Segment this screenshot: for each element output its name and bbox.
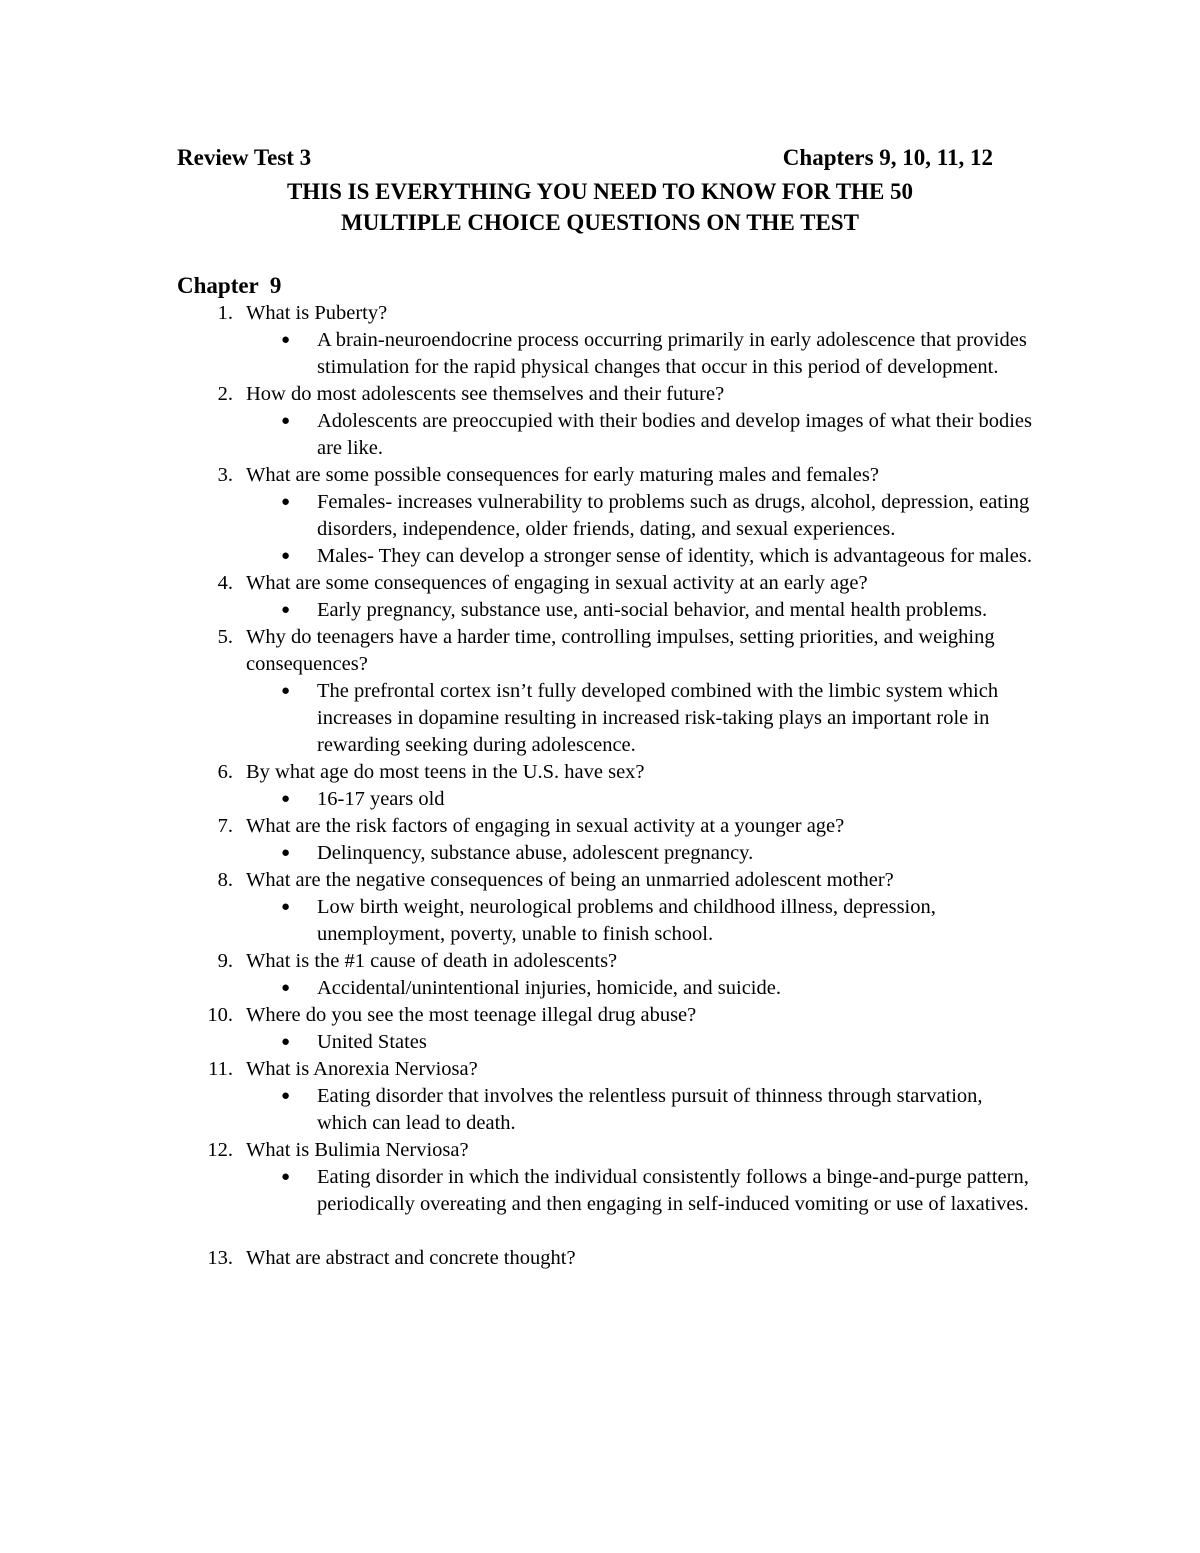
bullet-dot-icon: ● <box>281 899 291 915</box>
question-item <box>0 381 1200 408</box>
answer-text: Low birth weight, neurological problems and childhood illness, depression, unemployment, poverty, unable to finish school. <box>317 896 936 945</box>
question-item <box>0 1245 1200 1272</box>
answer-text: Eating disorder that involves the relentless pursuit of thinness through starvation, which can lead to death. <box>317 1085 983 1134</box>
chapters-label: Chapters 9, 10, 11, 12 <box>782 145 993 170</box>
answer-text: Early pregnancy, substance use, anti-social behavior, and mental health problems. <box>317 599 988 621</box>
answer-item <box>0 840 1200 867</box>
bullet-dot-icon: ● <box>281 332 291 348</box>
banner-line-2: MULTIPLE CHOICE QUESTIONS ON THE TEST <box>341 210 859 235</box>
answer-item <box>0 408 1200 462</box>
question-number: 11. <box>208 1058 233 1080</box>
bullet-dot-icon: ● <box>281 548 291 564</box>
question-number: 8. <box>217 869 233 891</box>
answer-item <box>0 1029 1200 1056</box>
question-number: 5. <box>217 626 233 648</box>
question-text: What are some possible consequences for early maturing males and females? <box>246 464 879 486</box>
answer-text: Delinquency, substance abuse, adolescent pregnancy. <box>317 842 754 864</box>
answer-item <box>0 597 1200 624</box>
chapter-heading: Chapter 9 <box>177 273 282 298</box>
question-item <box>0 570 1200 597</box>
answer-text: 16-17 years old <box>317 788 445 810</box>
question-item <box>0 624 1200 678</box>
bullet-dot-icon: ● <box>281 413 291 429</box>
bullet-dot-icon: ● <box>281 602 291 618</box>
question-text: What is the #1 cause of death in adolescents? <box>246 950 618 972</box>
blank-line <box>0 1218 1200 1245</box>
question-number: 3. <box>217 464 233 486</box>
question-text: Why do teenagers have a harder time, controlling impulses, setting priorities, and weighing consequences? <box>246 626 995 675</box>
question-text: What are some consequences of engaging in sexual activity at an early age? <box>246 572 868 594</box>
answer-item <box>0 975 1200 1002</box>
bullet-dot-icon: ● <box>281 1034 291 1050</box>
answer-text: Females- increases vulnerability to problems such as drugs, alcohol, depression, eating disorders, independence, older friends, dating, and sexual experiences. <box>317 491 1030 540</box>
answer-text: The prefrontal cortex isn’t fully developed combined with the limbic system which increases in dopamine resulting in increased risk-taking plays an important role in rewarding seeking during adolescence. <box>317 680 999 756</box>
answer-item <box>0 543 1200 570</box>
question-text: What are the negative consequences of being an unmarried adolescent mother? <box>246 869 894 891</box>
question-list <box>0 300 1200 1272</box>
question-text: What is Bulimia Nerviosa? <box>246 1139 469 1161</box>
test-title: Review Test 3 <box>177 145 312 170</box>
bullet-dot-icon: ● <box>281 683 291 699</box>
banner-line-1: THIS IS EVERYTHING YOU NEED TO KNOW FOR THE 50 <box>286 179 914 204</box>
question-text: Where do you see the most teenage illegal drug abuse? <box>246 1004 697 1026</box>
question-text: What is Puberty? <box>246 302 388 324</box>
bullet-dot-icon: ● <box>281 845 291 861</box>
question-item <box>0 1002 1200 1029</box>
question-number: 12. <box>207 1139 233 1161</box>
answer-text: Accidental/unintentional injuries, homicide, and suicide. <box>317 977 781 999</box>
answer-item <box>0 678 1200 759</box>
answer-text: A brain-neuroendocrine process occurring primarily in early adolescence that provides stimulation for the rapid physical changes that occur in this period of development. <box>317 329 1027 378</box>
question-item <box>0 948 1200 975</box>
question-number: 2. <box>217 383 233 405</box>
answer-item <box>0 1083 1200 1137</box>
bullet-dot-icon: ● <box>281 980 291 996</box>
bullet-dot-icon: ● <box>281 494 291 510</box>
question-item <box>0 462 1200 489</box>
question-item <box>0 813 1200 840</box>
question-number: 6. <box>217 761 233 783</box>
answer-text: Eating disorder in which the individual consistently follows a binge-and-purge pattern, periodically overeating and then engaging in self-induced vomiting or use of laxatives. <box>317 1166 1029 1215</box>
question-number: 13. <box>207 1247 233 1269</box>
answer-item <box>0 786 1200 813</box>
answer-item <box>0 327 1200 381</box>
answer-text: United States <box>317 1031 427 1053</box>
question-number: 7. <box>217 815 233 837</box>
question-text: What is Anorexia Nerviosa? <box>246 1058 478 1080</box>
answer-item <box>0 1164 1200 1218</box>
answer-item <box>0 894 1200 948</box>
answer-text: Males- They can develop a stronger sense of identity, which is advantageous for males. <box>317 545 1033 567</box>
question-number: 9. <box>217 950 233 972</box>
bullet-dot-icon: ● <box>281 1169 291 1185</box>
question-number: 1. <box>217 302 233 324</box>
bullet-dot-icon: ● <box>281 791 291 807</box>
answer-item <box>0 489 1200 543</box>
question-number: 4. <box>217 572 233 594</box>
question-number: 10. <box>207 1004 233 1026</box>
question-item <box>0 759 1200 786</box>
question-text: What are the risk factors of engaging in sexual activity at a younger age? <box>246 815 845 837</box>
instructions-banner <box>170 176 1030 238</box>
bullet-dot-icon: ● <box>281 1088 291 1104</box>
question-item <box>0 1056 1200 1083</box>
question-item <box>0 300 1200 327</box>
question-text: What are abstract and concrete thought? <box>246 1247 576 1269</box>
question-text: By what age do most teens in the U.S. have sex? <box>246 761 645 783</box>
question-text: How do most adolescents see themselves and their future? <box>246 383 725 405</box>
question-item <box>0 867 1200 894</box>
answer-text: Adolescents are preoccupied with their bodies and develop images of what their bodies are like. <box>317 410 1032 459</box>
question-item <box>0 1137 1200 1164</box>
